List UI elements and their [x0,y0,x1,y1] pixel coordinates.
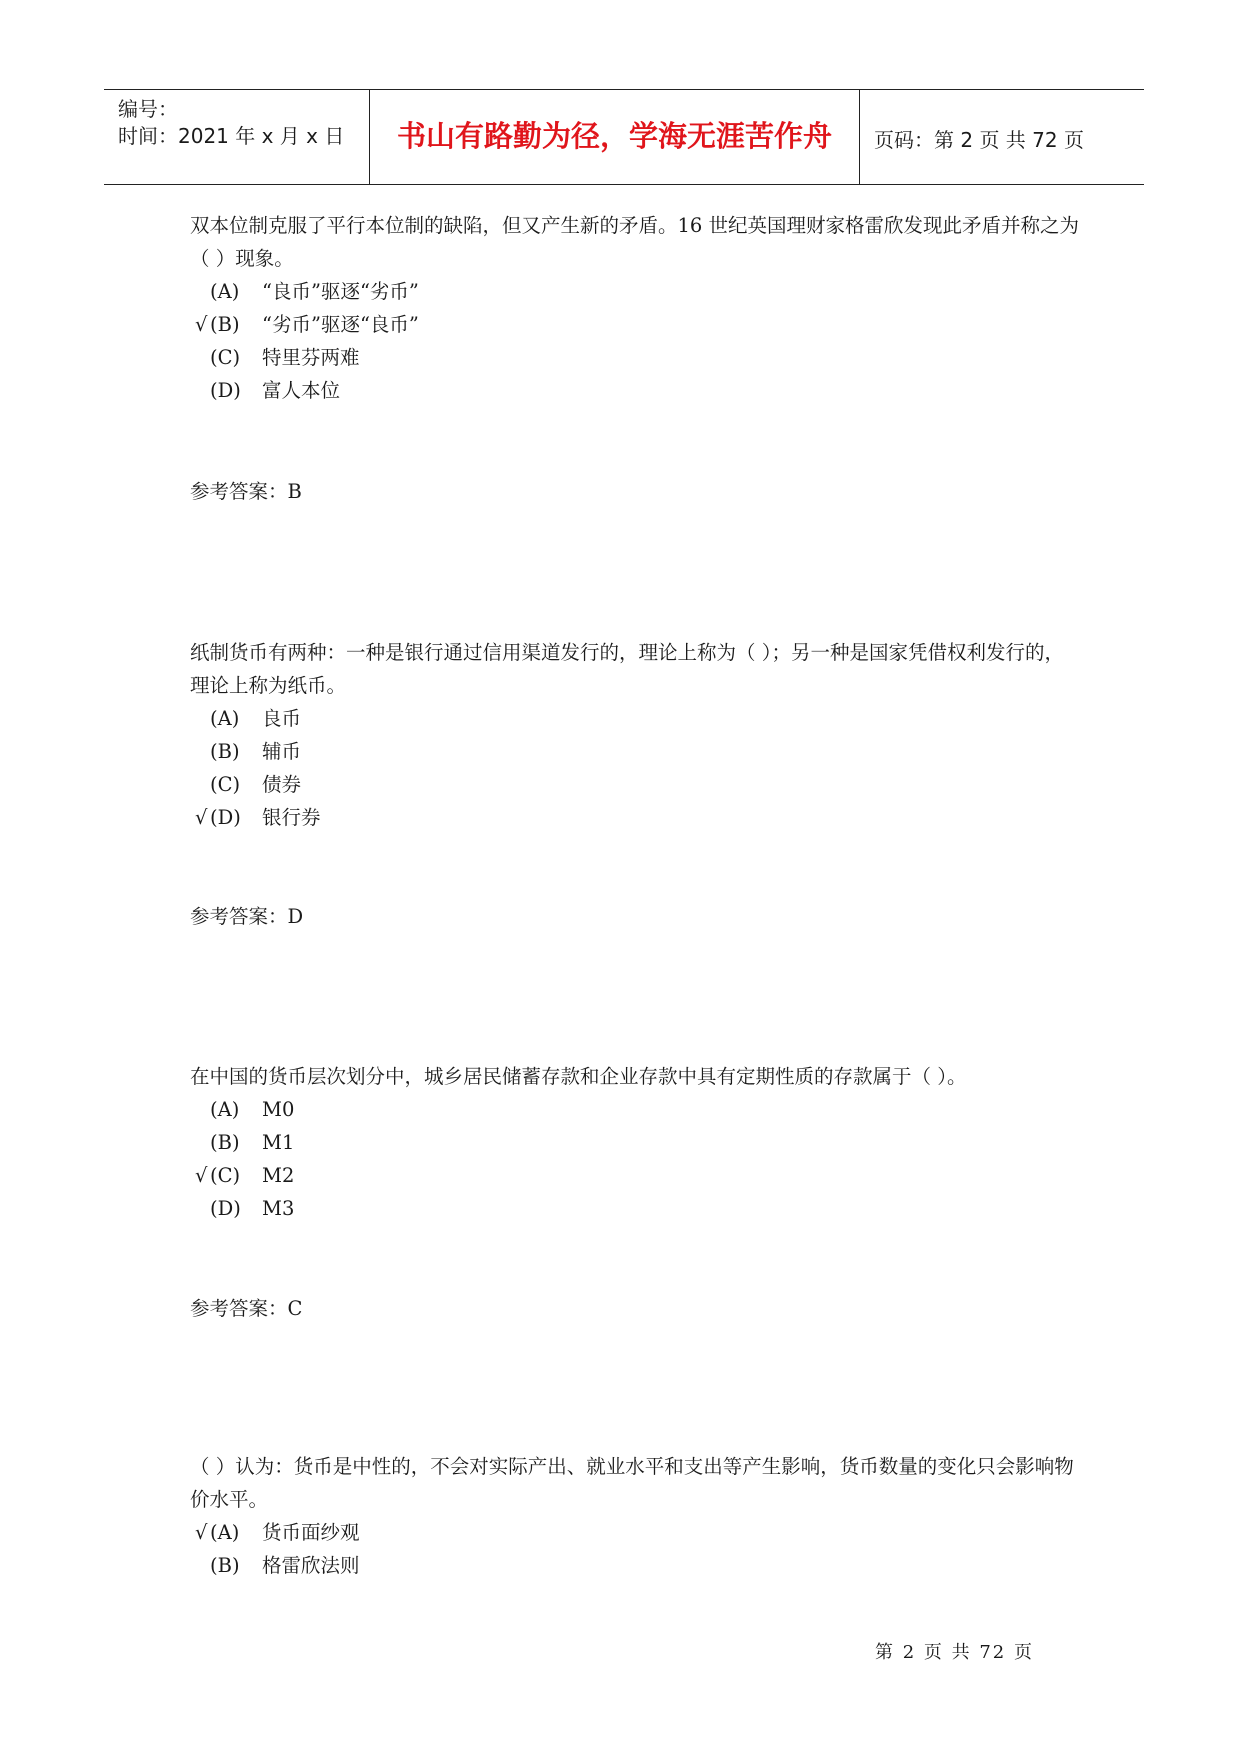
document-header [104,89,1144,185]
option-text: M1 [262,1131,295,1154]
question-4 [190,1450,1080,1582]
question-text: （ ）认为：货币是中性的，不会对实际产出、就业水平和支出等产生影响，货币数量的变化只会影响物价水平。 [190,1455,1074,1511]
answer-3: 参考答案：C [190,1297,303,1320]
option-letter: (C) [210,773,241,796]
option-text: 银行券 [262,806,321,829]
correct-mark: √ [195,1521,208,1544]
page-footer: 第 2 页 共 72 页 [875,1642,1034,1663]
option-text: 良币 [262,707,302,730]
option-a [190,702,1080,735]
option-letter: (C) [210,1164,241,1187]
option-b [190,1549,1080,1582]
question-text: 双本位制克服了平行本位制的缺陷，但又产生新的矛盾。16 世纪英国理财家格雷欣发现此矛盾并称之为（ ）现象。 [190,214,1080,270]
option-d [190,801,1080,834]
option-text: 富人本位 [262,379,341,402]
option-d [190,374,1080,407]
option-text: “劣币”驱逐“良币” [262,313,419,336]
answer-2: 参考答案：D [190,905,304,928]
number-label: 编号： [118,97,178,121]
correct-mark: √ [195,806,208,829]
header-page-cell [860,90,1144,184]
option-letter: (B) [210,1131,240,1154]
option-c [190,341,1080,374]
time-label: 时间：2021 年 x 月 x 日 [118,124,345,148]
option-text: 货币面纱观 [262,1521,360,1544]
option-letter: (A) [210,707,240,730]
option-c [190,768,1080,801]
header-motto-cell [370,90,860,184]
correct-mark: √ [195,313,208,336]
option-c [190,1159,1080,1192]
option-text: M2 [262,1164,295,1187]
option-a [190,1093,1080,1126]
question-text: 在中国的货币层次划分中，城乡居民储蓄存款和企业存款中具有定期性质的存款属于（ ）。 [190,1065,967,1088]
option-text: 债券 [262,773,302,796]
option-text: 特里芬两难 [262,346,360,369]
option-a [190,1516,1080,1549]
option-letter: (A) [210,1521,240,1544]
option-d [190,1192,1080,1225]
question-3 [190,1060,1080,1225]
option-text: “良币”驱逐“劣币” [262,280,419,303]
option-letter: (C) [210,346,241,369]
option-a [190,275,1080,308]
question-2 [190,636,1080,834]
header-meta-cell [104,90,370,184]
option-text: M3 [262,1197,295,1220]
option-letter: (D) [210,806,241,829]
correct-mark: √ [195,1164,208,1187]
option-b [190,1126,1080,1159]
motto: 书山有路勤为径，学海无涯苦作舟 [396,119,832,153]
option-b [190,735,1080,768]
option-letter: (A) [210,1098,240,1121]
option-letter: (D) [210,379,241,402]
option-b [190,308,1080,341]
page-info: 页码：第 2 页 共 72 页 [874,128,1084,152]
option-letter: (D) [210,1197,241,1220]
option-letter: (B) [210,740,240,763]
option-letter: (B) [210,1554,240,1577]
question-text: 纸制货币有两种：一种是银行通过信用渠道发行的，理论上称为（ ）；另一种是国家凭借权利发行的，理论上称为纸币。 [190,641,1064,697]
answer-1: 参考答案：B [190,480,302,503]
option-text: 辅币 [262,740,302,763]
option-text: 格雷欣法则 [262,1554,360,1577]
option-text: M0 [262,1098,295,1121]
question-1 [190,209,1080,407]
option-letter: (B) [210,313,240,336]
option-letter: (A) [210,280,240,303]
